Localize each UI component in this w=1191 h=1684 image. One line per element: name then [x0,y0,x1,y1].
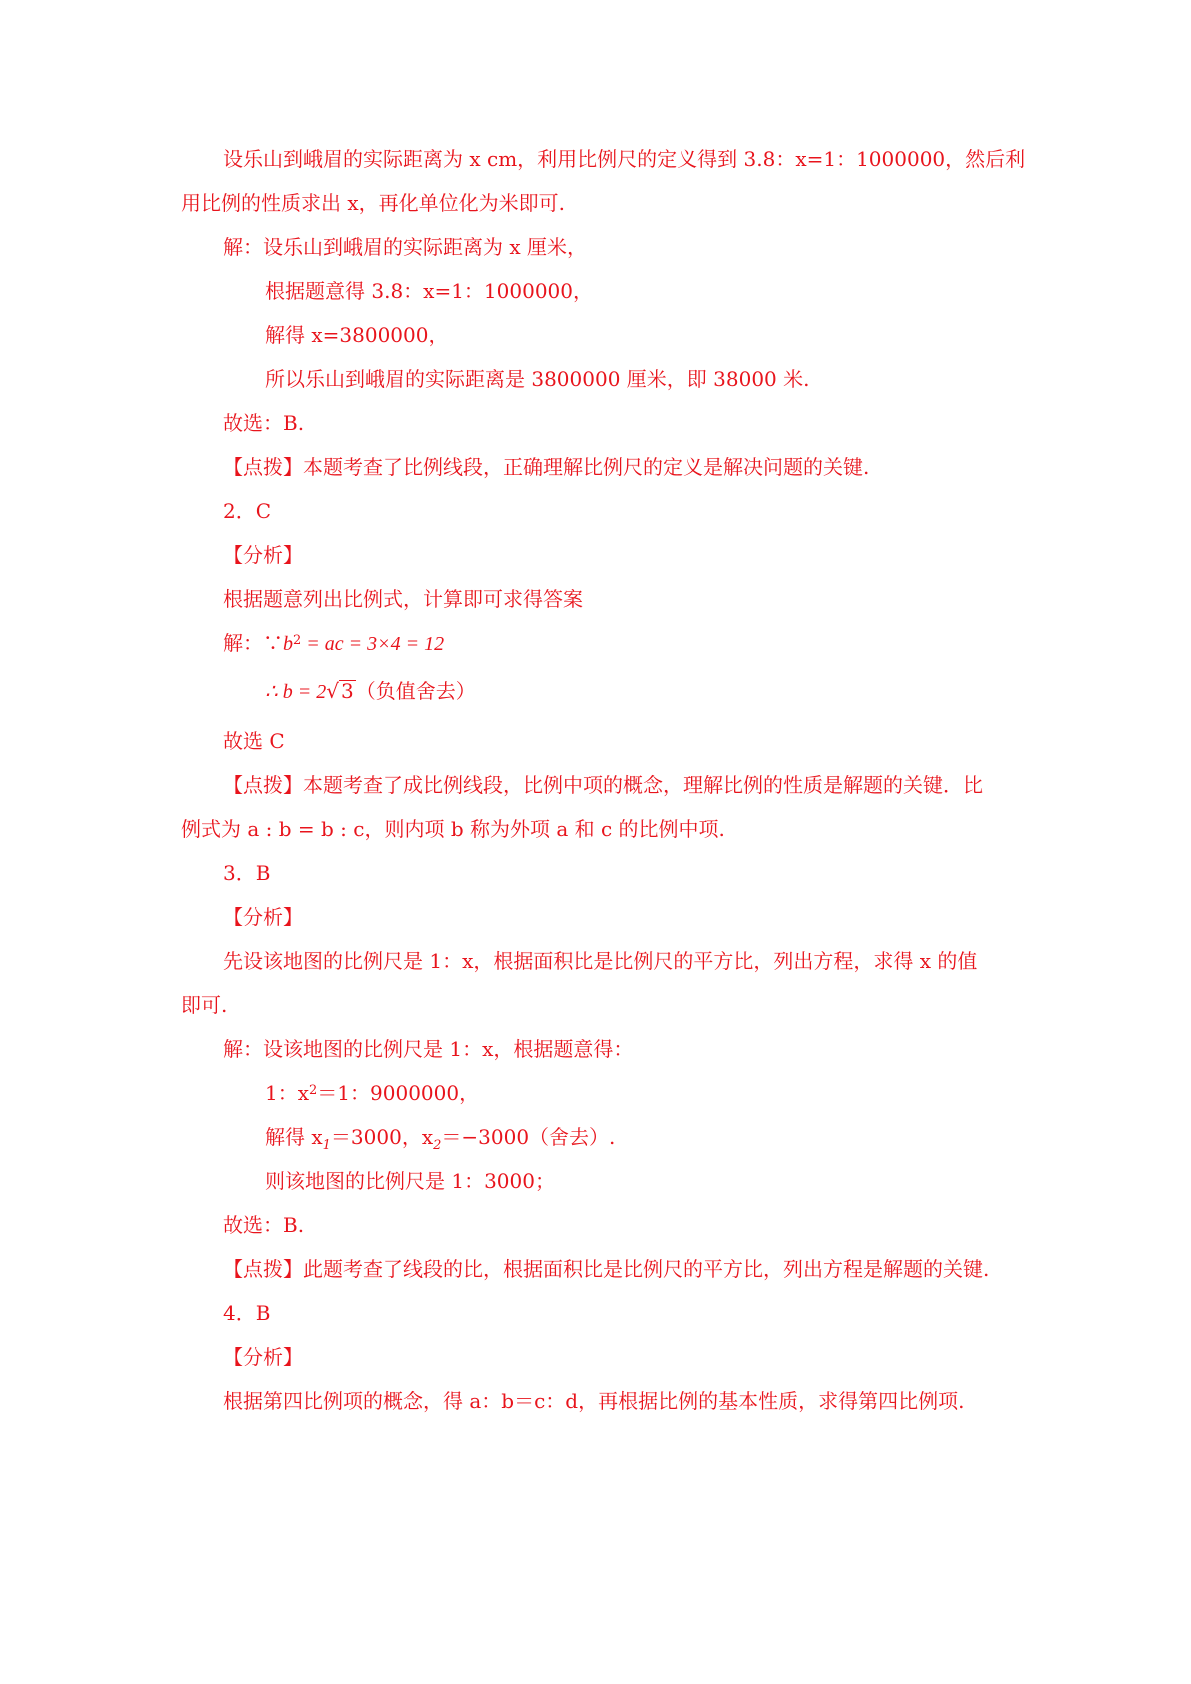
sqrt-symbol: √ [326,679,339,703]
analysis-heading: 【分析】 [223,543,303,567]
analysis-line-2: 用比例的性质求出 x，再化单位化为米即可. [181,191,565,215]
result-middle: ＝3000，x [330,1125,434,1149]
answer-choice: 故选：B. [223,1213,305,1237]
root-note: （负值舍去） [355,679,476,703]
result-subscript-1: 1 [322,1138,331,1153]
hint-paragraph: 【点拨】此题考查了线段的比，根据面积比是比例尺的平方比，列出方程是解题的关键. [223,1257,990,1281]
solution-intro: 解：设该地图的比例尺是 1：x，根据题意得： [223,1037,634,1061]
result-subscript-2: 2 [433,1138,442,1153]
question-number: 2．C [223,499,272,523]
formula-rest: = ac = 3×4 = 12 [301,633,445,655]
solution-result [265,1124,615,1154]
hint-paragraph: 【点拨】本题考查了比例线段，正确理解比例尺的定义是解决问题的关键. [223,455,870,479]
equation-exponent: 2 [309,1083,318,1098]
solution-root [265,678,476,705]
analysis-line-1: 先设该地图的比例尺是 1：x，根据面积比是比例尺的平方比，列出方程，求得 x 的值 [223,949,978,973]
formula-prefix: 解：∵ [223,631,283,655]
equation-rest: ＝1：9000000， [317,1081,480,1105]
answer-choice: 故选：B. [223,411,305,435]
analysis-heading: 【分析】 [223,1345,303,1369]
root-prefix: ∴ b = 2 [265,681,327,703]
question-number: 3．B [223,861,271,885]
solution-equation: 根据题意得 3.8：x=1：1000000， [265,279,593,303]
solution-formula [223,630,444,660]
result-rest: ＝−3000（舍去）. [441,1125,616,1149]
solution-intro: 解：设乐山到峨眉的实际距离为 x 厘米， [223,235,587,259]
analysis-line-2: 即可. [181,993,228,1017]
hint-paragraph: 【点拨】本题考查了成比例线段，比例中项的概念，理解比例的性质是解题的关键．比 [223,773,983,797]
analysis-line: 根据题意列出比例式，计算即可求得答案 [223,587,583,611]
analysis-line: 根据第四比例项的概念，得 a：b＝c：d，再根据比例的基本性质，求得第四比例项. [223,1389,965,1413]
question-number: 4．B [223,1301,271,1325]
analysis-heading: 【分析】 [223,905,303,929]
result-prefix: 解得 x [265,1125,323,1149]
formula-variable: b [283,633,293,655]
analysis-line-1: 设乐山到峨眉的实际距离为 x cm，利用比例尺的定义得到 3.8：x=1：1000000，然后利 [223,147,1026,171]
solution-conclusion: 则该地图的比例尺是 1：3000； [265,1169,555,1193]
solution-conclusion: 所以乐山到峨眉的实际距离是 3800000 厘米，即 38000 米. [265,367,810,391]
answer-choice: 故选 C [223,729,285,753]
solution-equation [265,1080,479,1110]
equation-prefix: 1：x [265,1081,310,1105]
formula-exponent: 2 [293,633,302,648]
solution-result: 解得 x=3800000， [265,323,449,347]
hint-paragraph-cont: 例式为 a : b = b : c，则内项 b 称为外项 a 和 c 的比例中项. [181,817,725,841]
sqrt-radicand: 3 [340,679,354,703]
